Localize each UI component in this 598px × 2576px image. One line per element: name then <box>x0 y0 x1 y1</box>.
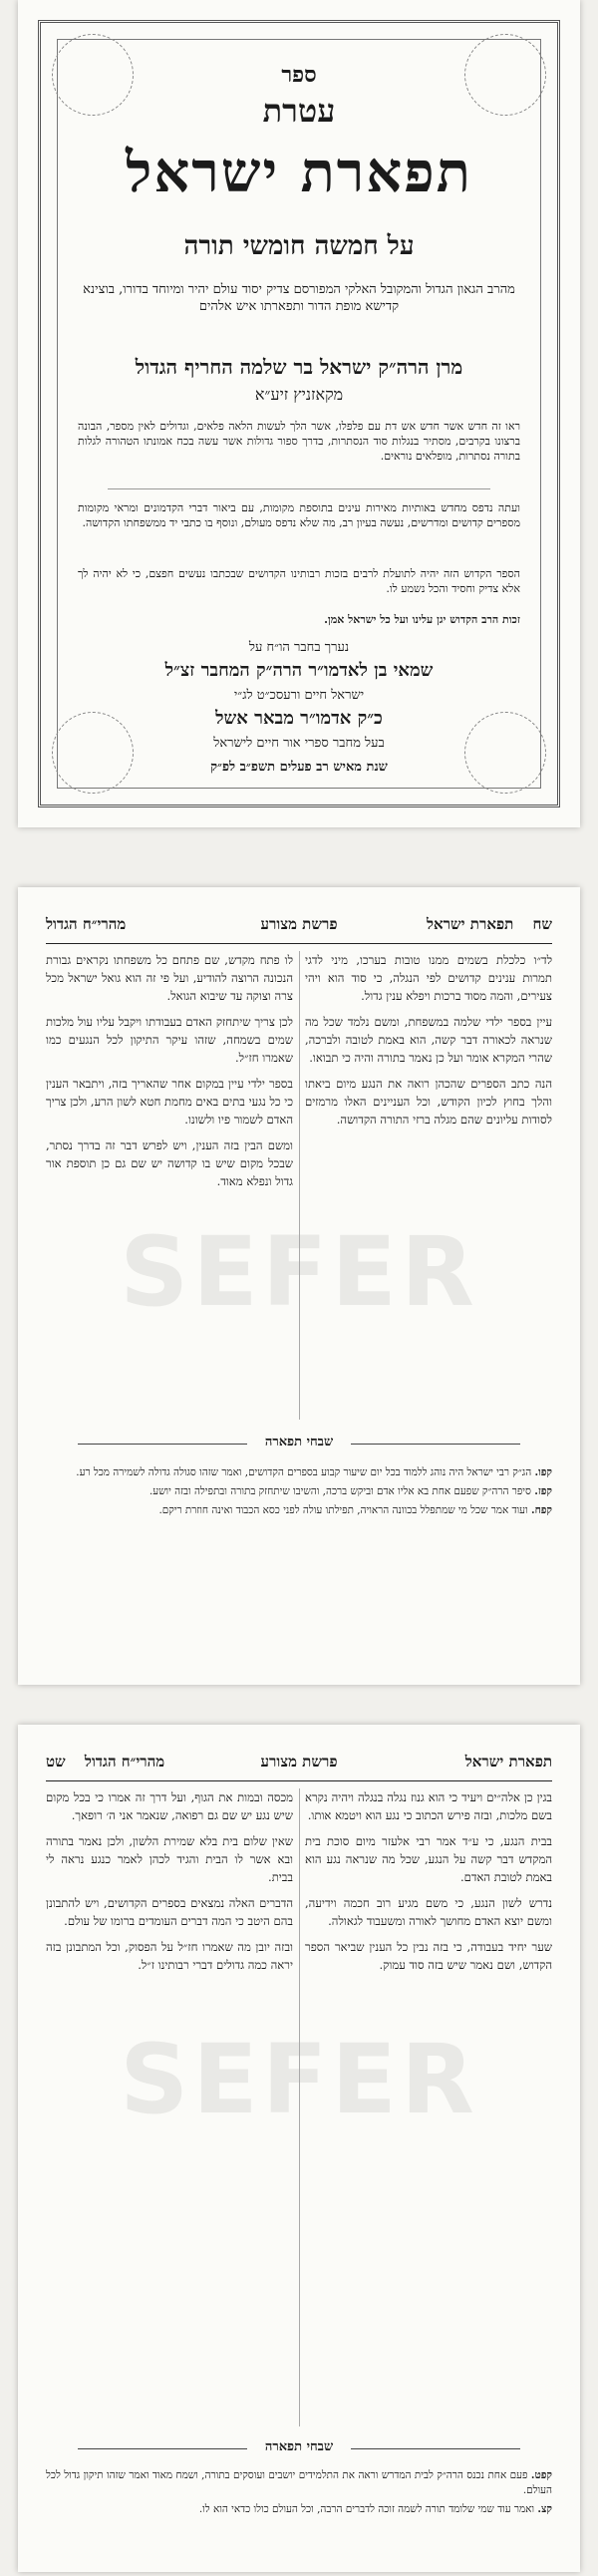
edition-paragraph: ועתה נדפס מחדש באותיות מאירות עינים בתוספת מקומות, עם ביאור דברי הקדמונים ומראי מקומות מספרים קדושים ומדרשים, נעשה בעיון רב, מה שלא נדפס מעולם, ונוסף בו כתבי יד ממשפחתו הקדושה. <box>78 501 520 529</box>
page-number: שח <box>532 915 552 933</box>
header-parsha: פרשת מצורע <box>260 915 338 933</box>
header-parsha: פרשת מצורע <box>260 1753 338 1771</box>
paragraph: ובזה יובן מה שאמרו חז״ל על הפסוק, וכל המתבונן בזה יראה כמה גדולים דברי רבותינו ז״ל. <box>46 1940 293 1972</box>
header-book-title <box>427 915 552 934</box>
paragraph: שאין שלום בית בלא שמירת הלשון, ולכן נאמר בתורה ובא אשר לו הבית והגיד לכהן לאמר כנגע נראה לי בבית. <box>46 1834 293 1884</box>
publication-year: שנת מאיש רב פעלים תשפ״ב לפ״ק <box>210 760 388 775</box>
footnote-number: קפז. <box>534 1485 552 1497</box>
paragraph: לו פתח מקדש, שם פתחם כל משפחתו נקראים גבורת הנכונה הרוצה להודיע, ועל פי זה הוא גואל ישראל מכל צרה וצוקה עד שיבוא הגואל. <box>46 953 293 1003</box>
footnote <box>46 1503 552 1518</box>
paragraph: מכסה ובמות את הגוף, ועל דרך זה אמרו כי בכל מקום שיש נגע יש שם גם רפואה, שנאמר אני ה׳ רופאך. <box>46 1790 293 1822</box>
left-column <box>46 1788 293 1982</box>
footnote <box>46 1484 552 1499</box>
watermark: SEFER <box>120 2024 478 2135</box>
paragraph: שער יחיד בעבודה, כי בזה נבין כל הענין שביאר הספר הקדוש, ושם נאמר שיש בזה סוד עמוק. <box>305 1940 552 1972</box>
paragraph: בגין כן אלה״ים ויעיד כי הוא גנוז נגלה בנגלה ויהיה נקרא בשם מלכות, ובזה פירש הכתוב כי נגע הוא ויטמא אותו. <box>305 1790 552 1822</box>
left-column <box>46 951 293 1198</box>
book-subtitle: על חמשה חומשי תורה <box>183 231 415 261</box>
paragraph: לד״ו כלכלת בשמים ממנו טובות בערכו, מיני לדגי תמרות ענינים קדושים לפי הנגלה, כי סוד הוא ויהי צעירים, והמה מסוד ברכות ויפלא ענין גדול. <box>305 953 552 1003</box>
paragraph: בספר ילדי עיין במקום אחר שהאריך בזה, ויתבאר הענין כי כל נגעי בתים באים מחמת חטא לשון הרע, ולכן צריך האדם לשמור פיו ולשונו. <box>46 1077 293 1127</box>
footnote-text: פעם אחת נכנס הרה״ק לבית המדרש וראה את התלמידים יושבים ועוסקים בתורה, ושמח מאוד ואמר שזהו תיקון גדול לכל העולם. <box>46 2469 552 2496</box>
watermark: SEFER <box>120 1216 478 1328</box>
header-author: מהרי״ח הגדול <box>84 1753 165 1771</box>
paragraph: לכן צריך שיתחזק האדם בעבודתו ויקבל עליו עול מלכות שמים בשמחה, שזהו עיקר התיקון לכל הנגעים כמו שאמרו חז״ל. <box>46 1015 293 1065</box>
paragraph: בבית הנגע, כי ע״ד אמר רבי אלעזר מיום סוכת בית המקדש דבר קשה על הנגע, שכל מה שנראה נגע הוא באמת לטובת האדם. <box>305 1834 552 1884</box>
header-rule <box>46 943 552 944</box>
divider <box>108 488 490 489</box>
footnote-number: קצ. <box>537 2503 552 2515</box>
page-number: שט <box>46 1753 66 1771</box>
paragraph: עיין בספר ילדי שלמה במשפחת, ומשם נלמד שכל מה שנראה לכאורה דבר קשה, הוא באמת לטובה ולברכה, שהרי המקרא אומר ועל כן נאמר בתורה והיה כי תבואו. <box>305 1015 552 1065</box>
sefer-label: ספר <box>281 62 317 88</box>
right-column <box>305 951 552 1136</box>
running-header <box>46 1753 552 1776</box>
footnote <box>46 2502 552 2517</box>
footnote-number: קפט. <box>530 2469 552 2481</box>
author-city: מקאזניץ זיע״א <box>254 385 344 404</box>
footnote-number: קפו. <box>534 1466 552 1478</box>
paragraph: ומשם הבין בזה הענין, ויש לפרש דבר זה בדרך נסתר, שבכל מקום שיש בו קדושה יש שם גם כן תוספת אור גדול ונפלא מאוד. <box>46 1138 293 1188</box>
footnote-text: ועוד אמר שכל מי שמתפלל בכוונה הראויה, תפילתו עולה לפני כסא הכבוד ואינה חוזרת ריקם. <box>158 1504 528 1516</box>
header-title: תפארת ישראל <box>427 915 514 933</box>
author-description: מהרב הגאון הגדול והמקובל האלקי המפורסם צדיק יסוד עולם יהיר ומיוחד בדורו, בוצינא קדישא מופת הדור ותפארתו איש אלהים <box>83 282 515 314</box>
editor-intro: נערך בחבר הו״ח על <box>248 640 350 655</box>
footnote-text: סיפר הרה״ק שפעם אחת בא אליו אדם וביקש ברכה, והשיבו שיתחזק בתורה ובתפילה ובזה יושע. <box>149 1485 531 1497</box>
merit-paragraph: הספר הקדוש הזה יהיה לתועלת לרבים בזכות רבותינו הקדושים שבכתבו נעשים חפצם, כי לא יהיה לך אלא צדיק וחסיד והכל נשמע לו. <box>78 567 520 595</box>
paragraph: הנה כתב הספרים שהכהן רואה את הנגע מיום ביאתו והלך בחוץ לכיון הקודש, וכל העניינים האלו מרמזים לסודות עליונים שהם מגלה ברזי התורה הקדושה. <box>305 1077 552 1127</box>
paragraph: הדברים האלה נמצאים בספרים הקדושים, ויש להתבונן בהם היטב כי המה דברים העומדים ברומו של עולם. <box>46 1896 293 1928</box>
footnote <box>46 2468 552 2498</box>
editor-name: שמאי בן לאדמו״ר הרה״ק המחבר זצ״ל <box>164 660 434 681</box>
editor-line-4: בעל מחבר ספרי אור חיים לישראל <box>213 736 385 751</box>
header-author: מהרי״ח הגדול <box>46 915 127 933</box>
editor-line-2: ישראל חיים ורעסכ״ט לג״י <box>233 688 365 703</box>
header-rule <box>46 1780 552 1781</box>
column-divider <box>299 1788 300 2426</box>
title-page <box>18 0 580 827</box>
text-page <box>18 1725 580 2572</box>
editor-line-3: כ״ק אדמו״ר מבאר אשל <box>215 708 383 729</box>
footnote <box>46 1465 552 1480</box>
book-title: תפארת ישראל <box>126 140 472 205</box>
paragraph: נדרש לשון הנגע, כי משם מגיע רוב חכמה וידיעה, ומשם יוצא האדם מחושך לאורה ומשעבוד לגאולה. <box>305 1896 552 1928</box>
footnotes <box>46 2468 552 2521</box>
header-book-title <box>46 1753 164 1771</box>
blessing-line: זכות הרב הקדוש יגן עלינו ועל כל ישראל אמן. <box>324 613 520 626</box>
ateret-label: עטרת <box>262 92 336 130</box>
footnote-text: ואמר עוד שמי שלומד תורה לשמה זוכה לדברים הרבה, וכל העולם כולו כדאי הוא לו. <box>198 2503 535 2515</box>
section-separator: שבחי תפארה <box>78 2438 520 2458</box>
running-header <box>46 915 552 939</box>
intro-paragraph: ראו זה חדש אשר חדש אש דת עם פלפלו, אשר הלך לעשות הלאה פלאים, וגדולים לאין מספר, הבונה ברצונו בקרבים, מסתיר בנגלות סוד הנסתרות, בדרך ספור גדולות אשר עשה בכח אמונתו הטהורה לגלות בתורה נסתרות, מופלאים נוראים. <box>78 420 520 463</box>
header-title: תפארת ישראל <box>464 1753 552 1771</box>
footnote-text: הג״ק רבי ישראל היה נוהג ללמוד בכל יום שיעור קבוע בספרים הקדושים, ואמר שזהו סגולה גדולה לשמירה מכל רע. <box>76 1466 532 1478</box>
section-separator: שבחי תפארה <box>78 1434 520 1453</box>
footnote-number: קפח. <box>531 1504 552 1516</box>
footnotes <box>46 1465 552 1522</box>
author-name: מרן הרה״ק ישראל בר שלמה החריף הגדול <box>135 355 463 379</box>
text-page <box>18 887 580 1685</box>
right-column <box>305 1788 552 1982</box>
column-divider <box>299 951 300 1420</box>
